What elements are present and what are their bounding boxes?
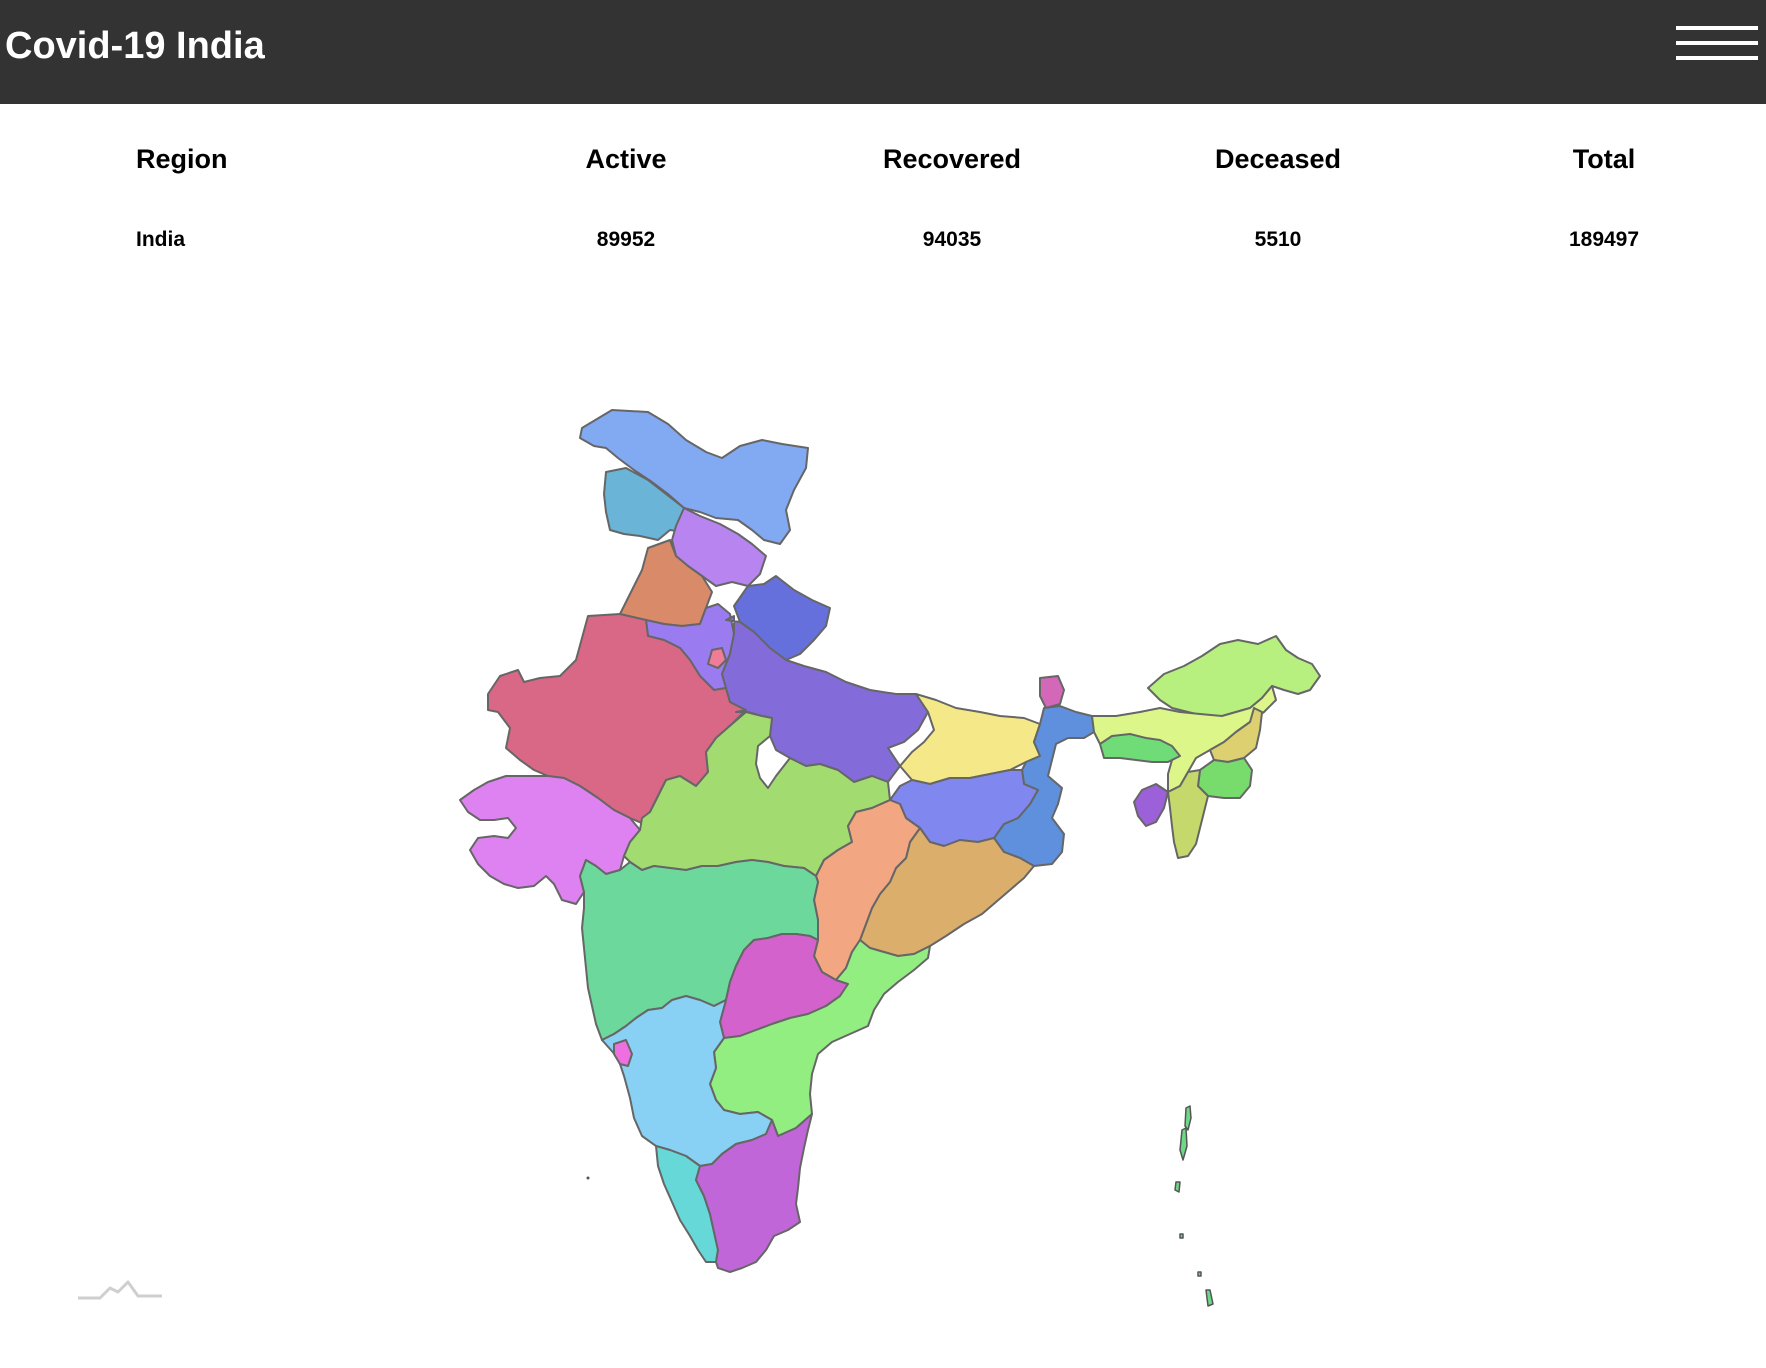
state-arunachal-pradesh[interactable] <box>1148 636 1320 716</box>
chart-sparkline-icon <box>76 1272 166 1302</box>
hamburger-icon-line-bottom <box>1676 56 1758 60</box>
hamburger-icon-line-top <box>1676 26 1758 30</box>
header-active: Active <box>585 144 667 174</box>
state-andaman-nicobar[interactable] <box>1175 1106 1213 1306</box>
row-region: India <box>136 228 186 251</box>
row-recovered: 94035 <box>922 228 982 251</box>
lakshadweep-marker <box>587 1177 590 1180</box>
row-active: 89952 <box>596 228 656 251</box>
row-deceased: 5510 <box>1254 228 1302 251</box>
header-region: Region <box>136 144 228 174</box>
header-deceased: Deceased <box>1214 144 1342 174</box>
india-map <box>0 380 1766 1320</box>
header-recovered: Recovered <box>882 144 1022 174</box>
state-manipur[interactable] <box>1198 758 1252 798</box>
app-title: Covid-19 India <box>5 25 265 67</box>
hamburger-menu-button[interactable] <box>1676 24 1758 64</box>
state-tripura[interactable] <box>1134 784 1168 826</box>
state-sikkim[interactable] <box>1040 676 1064 708</box>
header-total: Total <box>1572 144 1636 174</box>
row-total: 189497 <box>1568 228 1640 251</box>
top-nav-bar <box>0 0 1766 104</box>
hamburger-icon-line-middle <box>1676 41 1758 45</box>
